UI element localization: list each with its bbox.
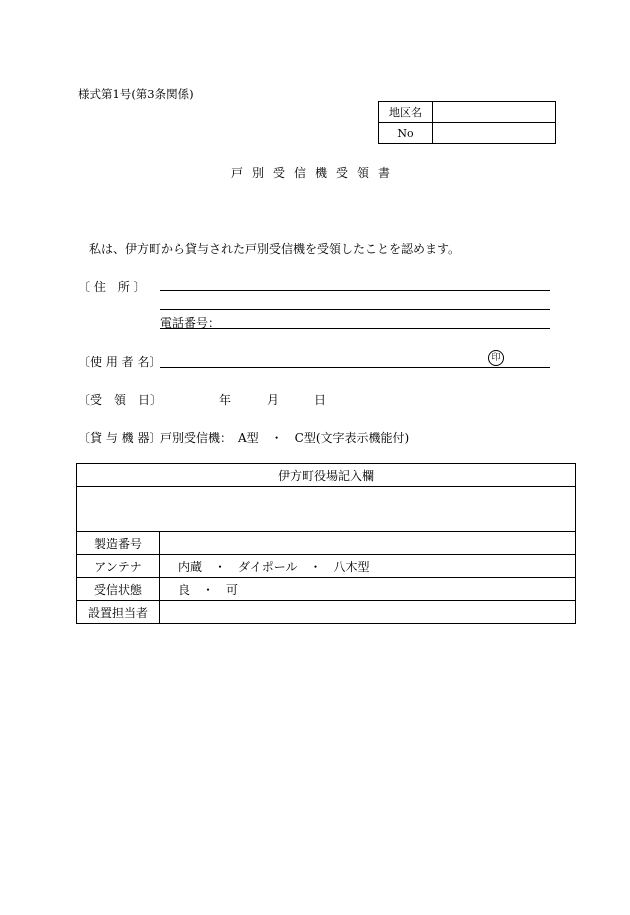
device-label: 〔貸 与 機 器〕 <box>78 431 162 445</box>
reception-status-label: 受信状態 <box>77 578 160 601</box>
user-name-label: 〔使 用 者 名〕 <box>78 355 162 369</box>
year-label: 年 <box>219 393 232 407</box>
area-info-table <box>378 101 556 144</box>
table-row <box>77 555 576 578</box>
address-line-2[interactable] <box>160 309 550 310</box>
district-field[interactable] <box>433 102 556 123</box>
phone-label: 電話番号： <box>160 316 221 330</box>
month-label: 月 <box>267 393 280 407</box>
user-name-line[interactable] <box>160 367 550 368</box>
device-options: 戸別受信機： A型 ・ C型(文字表示機能付) <box>160 431 410 445</box>
address-label: 〔 住 所 〕 <box>78 280 146 294</box>
district-label: 地区名 <box>379 102 433 123</box>
table-row <box>77 578 576 601</box>
antenna-label: アンテナ <box>77 555 160 578</box>
number-field[interactable] <box>433 123 556 144</box>
address-line-1[interactable] <box>160 290 550 291</box>
day-label: 日 <box>314 393 327 407</box>
number-label: No <box>379 123 433 144</box>
installer-label: 設置担当者 <box>77 601 160 624</box>
office-use-header: 伊方町役場記入欄 <box>77 464 576 487</box>
document-title: 戸別受信機受領書 <box>230 166 399 180</box>
receipt-date-label: 〔受 領 日〕 <box>78 393 163 407</box>
reception-status-options[interactable]: 良 ・ 可 <box>160 578 576 601</box>
phone-line[interactable] <box>160 328 550 329</box>
form-number-note: 様式第1号(第3条関係) <box>78 87 194 101</box>
office-use-notes-area[interactable] <box>77 487 576 532</box>
installer-field[interactable] <box>160 601 576 624</box>
table-row <box>77 532 576 555</box>
table-row <box>77 601 576 624</box>
serial-number-label: 製造番号 <box>77 532 160 555</box>
office-use-table <box>76 463 576 624</box>
receipt-statement: 私は、伊方町から貸与された戸別受信機を受領したことを認めます。 <box>89 242 461 256</box>
antenna-options[interactable]: 内蔵 ・ ダイポール ・ 八木型 <box>160 555 576 578</box>
seal-mark: 印 <box>488 350 504 366</box>
serial-number-field[interactable] <box>160 532 576 555</box>
